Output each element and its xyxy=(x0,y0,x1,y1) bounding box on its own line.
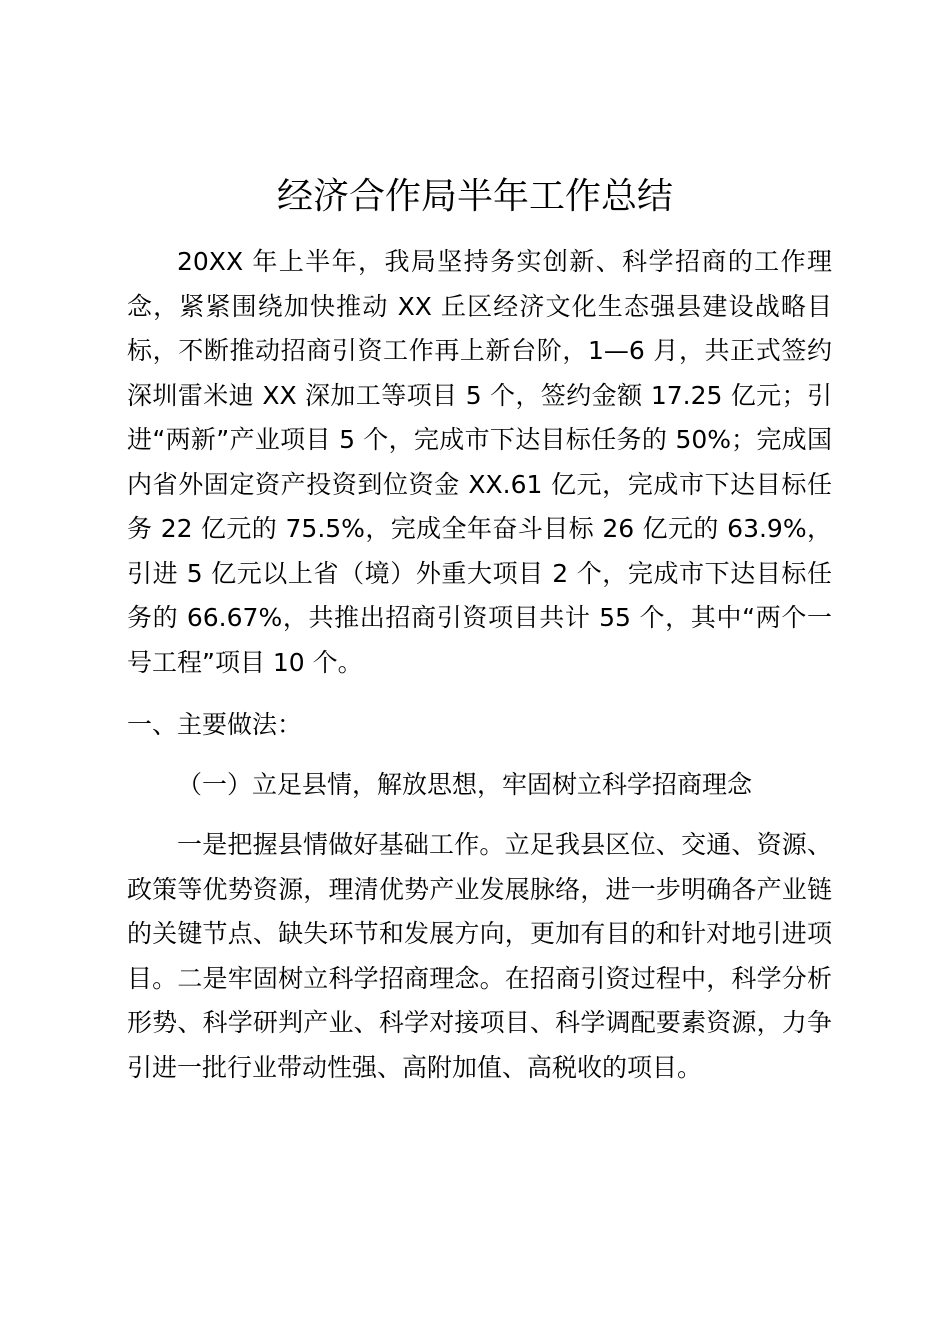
intro-paragraph: 20XX 年上半年，我局坚持务实创新、科学招商的工作理念，紧紧围绕加快推动 XX 丘区经济文化生态强县建设战略目标，不断推动招商引资工作再上新台阶，1—6 月，共正式签约深圳雷米迪 XX 深加工等项目 5 个，签约金额 17.25 亿元；引进“两新”产业项目 5 个，完成市下达目标任务的 50%；完成国内省外固定资产投资到位资金 XX.61 亿元，完成市下达目标任务 22 亿元的 75.5%，完成全年奋斗目标 26 亿元的 63.9%，引进 5 亿元以上省（境）外重大项目 2 个，完成市下达目标任务的 66.67%，共推出招商引资项目共计 55 个，其中“两个一号工程”项目 10 个。 xyxy=(127,247,832,677)
body-paragraph: 一是把握县情做好基础工作。立足我县区位、交通、资源、政策等优势资源，理清优势产业发展脉络，进一步明确各产业链的关键节点、缺失环节和发展方向，更加有目的和针对地引进项目。二是牢固树立科学招商理念。在招商引资过程中，科学分析形势、科学研判产业、科学对接项目、科学调配要素资源，力争引进一批行业带动性强、高附加值、高税收的项目。 xyxy=(127,830,832,1082)
subsection-heading: （一）立足县情，解放思想，牢固树立科学招商理念 xyxy=(177,770,753,799)
document-title: 经济合作局半年工作总结 xyxy=(276,176,673,217)
section-heading: 一、主要做法： xyxy=(127,710,303,739)
